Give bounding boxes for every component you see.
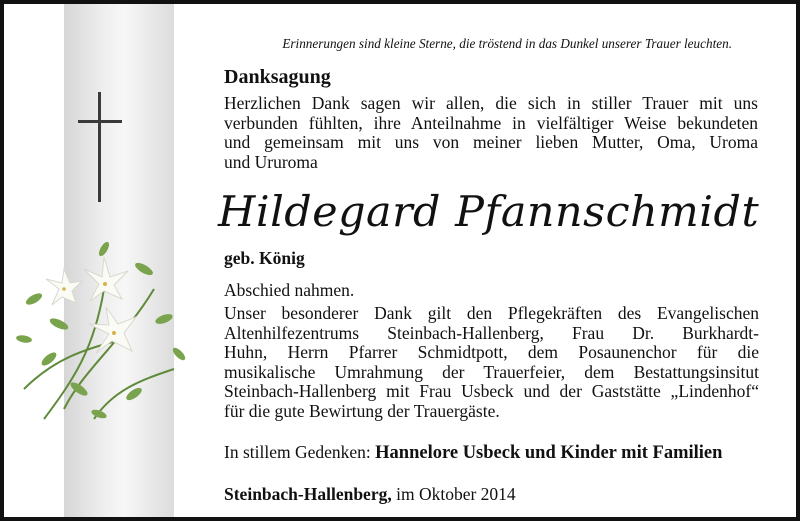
text-line: und gemeinsam mit uns von meiner lieben Mutter, Oma, Uroma [224,132,758,153]
text-line: Unser besonderer Dank gilt den Pflegekräften des Evangelischen [224,303,759,323]
remembrance-prefix: In stillem Gedenken: [224,442,371,462]
text-line: Steinbach-Hallenberg mit Frau Usbeck und der Gaststätte „Lindenhof“ [224,381,759,402]
thanks-paragraph [224,304,759,422]
farewell-text: Abschied nahmen. [224,280,355,300]
place: Steinbach-Hallenberg, [224,484,392,504]
deceased-name: Hildegard Pfannschmidt [218,187,760,236]
mourners: Hannelore Usbeck und Kinder mit Familien [375,443,723,463]
remembrance-line [224,442,722,464]
lily-bouquet-icon [4,229,204,429]
cross-icon [74,92,126,204]
birth-name: geb. König [224,248,305,268]
text-line: Herzlichen Dank sagen wir allen, die sich in stiller Trauer mit uns [224,93,758,113]
motto: Erinnerungen sind kleine Sterne, die tröstend in das Dunkel unserer Trauer leuchten. [282,36,732,51]
text-line: Altenhilfezentrums Steinbach-Hallenberg, Frau Dr. Burkhardt- [224,322,759,343]
date: im Oktober 2014 [396,484,516,504]
place-date-line [224,484,516,505]
text-line: Huhn, Herrn Pfarrer Schmidtpott, dem Posaunenchor für die [224,342,759,363]
text-line: verbunden fühlten, ihre Anteilnahme in vielfältiger Weise bekundeten [224,112,758,133]
page-title: Danksagung [224,66,331,88]
intro-paragraph [224,94,758,172]
text-line: für die gute Bewirtung der Trauergäste. [224,400,500,421]
text-line: und Ururoma [224,151,318,172]
text-line: musikalische Umrahmung der Trauerfeier, dem Bestattungsinsitut [224,361,759,382]
